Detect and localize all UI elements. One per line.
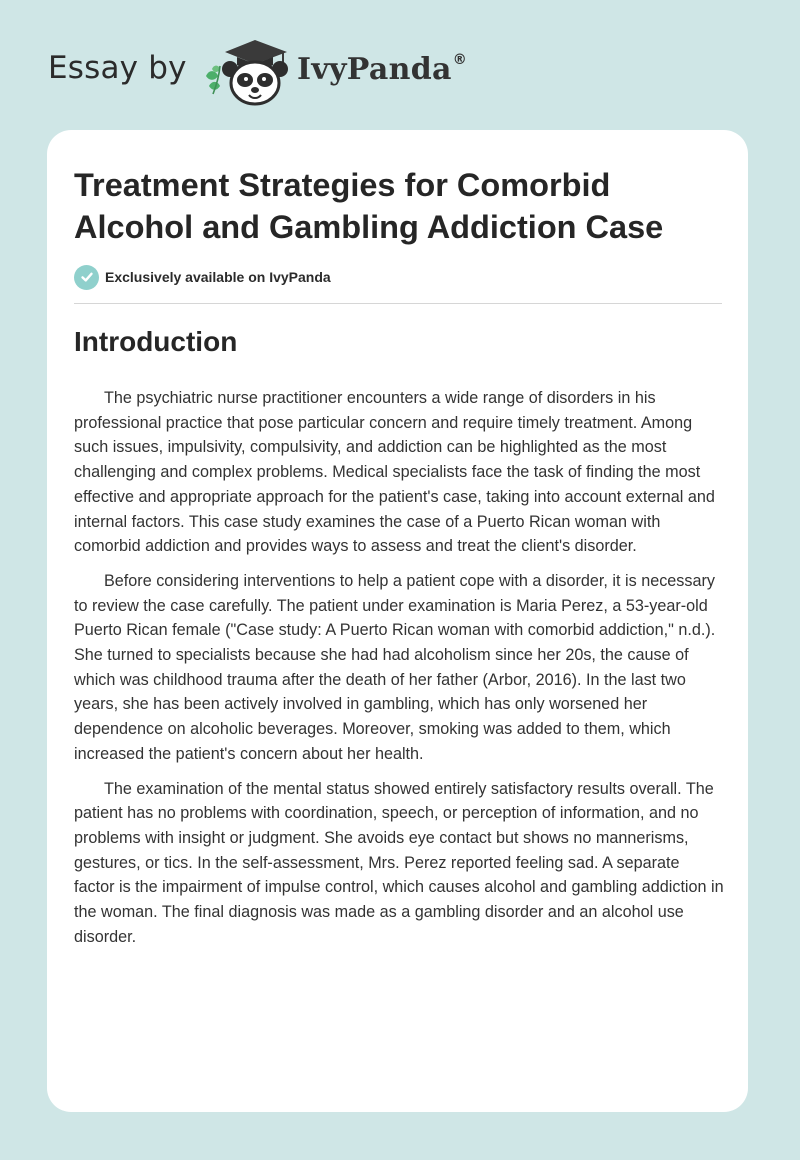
brand-name[interactable]: IvyPanda®: [297, 52, 468, 87]
check-icon: [74, 265, 99, 290]
registered-mark: ®: [452, 52, 468, 68]
availability-badge-label: Exclusively available on IvyPanda: [105, 269, 331, 285]
page-title: Treatment Strategies for Comorbid Alcohol and Gambling Addiction Case: [74, 167, 664, 245]
essay-body: [74, 386, 724, 959]
essay-by-label: Essay by: [48, 50, 187, 86]
site-header: [0, 0, 800, 130]
essay-card: [47, 130, 748, 1112]
body-paragraph: The examination of the mental status showed entirely satisfactory results overall. The patient has no problems with coordination, speech, or perception of information, and no problems with insight or judgment. She avoids eye contact but shows no mannerisms, gestures, or tics. In the self-assessment, Mrs. Perez reported feeling sad. A separate factor is the impairment of impulse control, which causes alcohol and gambling addiction in the woman. The final diagnosis was made as a gambling disorder and an alcohol use disorder.: [74, 779, 724, 946]
body-paragraph: Before considering interventions to help a patient cope with a disorder, it is necessary to review the case carefully. The patient under examination is Maria Perez, a 53-year-old Puerto Rican female ("Case study: A Puerto Rican woman with comorbid addiction," n.d.). She turned to specialists because she had had alcoholism since her 20s, the cause of which was childhood trauma after the death of her father (Arbor, 2016). In the last two years, she has been actively involved in gambling, which has only worsened her dependence on alcoholic beverages. Moreover, smoking was added to them, which increased the patient's concern about her health.: [74, 571, 716, 763]
ivypanda-logo-icon[interactable]: [203, 36, 295, 108]
section-heading-introduction: Introduction: [74, 326, 238, 357]
availability-badge: [74, 263, 331, 291]
body-paragraph: The psychiatric nurse practitioner encounters a wide range of disorders in his professional practice that pose particular concern and require timely treatment. Among such issues, impulsivity, compulsivity, and addiction can be highlighted as the most challenging and complex problems. Medical specialists face the task of finding the most effective and appropriate approach for the patient's case, taking into account external and internal factors. This case study examines the case of a Puerto Rican woman with comorbid addiction and provides ways to assess and treat the client's disorder.: [74, 389, 715, 556]
divider: [74, 303, 722, 304]
